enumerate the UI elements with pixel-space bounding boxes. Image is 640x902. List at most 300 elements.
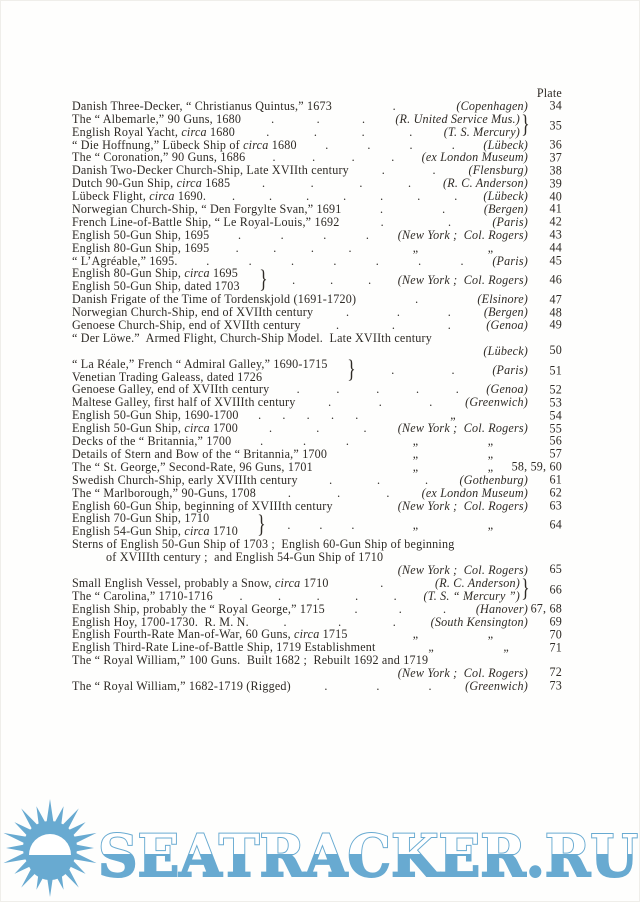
entry-lines bbox=[72, 680, 528, 693]
leader-dot: . bbox=[396, 305, 401, 320]
plate-number: 43 bbox=[549, 227, 562, 242]
italic-word: circa bbox=[274, 575, 301, 590]
leader-dots bbox=[213, 590, 424, 603]
plate-number: 44 bbox=[549, 240, 562, 255]
entry-lines bbox=[72, 100, 528, 113]
watermark bbox=[0, 795, 640, 902]
entry-location: (Elsinore) bbox=[477, 292, 528, 307]
entry-location: (New York ; Col. Rogers) bbox=[397, 666, 528, 681]
entry-text: English Hoy, 1700-1730. R. M. N. bbox=[72, 614, 249, 629]
leader-dot: . bbox=[323, 227, 327, 242]
entry-text: English 54-Gun Ship, circa 1710 bbox=[72, 524, 239, 539]
plate-number: 64 bbox=[549, 517, 562, 532]
plate-number: 57 bbox=[549, 446, 562, 461]
plate-column-header-row bbox=[72, 87, 562, 100]
leader-dot: . bbox=[266, 124, 270, 139]
ditto-mark: „ bbox=[412, 459, 419, 474]
leader-dot: . bbox=[428, 678, 432, 693]
plate-cell bbox=[528, 538, 562, 577]
entry-location: (South Kensington) bbox=[430, 614, 528, 629]
leader-dot: . bbox=[447, 305, 452, 320]
leader-dot: . bbox=[381, 163, 385, 178]
plate-entries bbox=[72, 100, 562, 693]
plate-entry bbox=[72, 332, 562, 358]
leader-dot: . bbox=[346, 305, 350, 320]
leader-dot: . bbox=[206, 253, 210, 268]
entry-location: (New York ; Col. Rogers) bbox=[397, 272, 528, 287]
entry-text: Norwegian Church-Ship, “ Den Forgylte Svan,” 1691 bbox=[72, 202, 342, 217]
entry-text: English 80-Gun Ship, 1695 bbox=[72, 240, 210, 255]
entry-line bbox=[72, 461, 528, 474]
leader-dot: . bbox=[392, 614, 396, 629]
leader-dot: . bbox=[310, 176, 314, 191]
leader-dot: . bbox=[330, 272, 334, 287]
entry-lines bbox=[72, 267, 258, 293]
leader-dot: . bbox=[348, 240, 352, 255]
plate-cell bbox=[528, 512, 562, 538]
leader-dot: . bbox=[351, 150, 355, 165]
leader-dot: . bbox=[409, 137, 413, 152]
plate-number: 42 bbox=[549, 214, 562, 229]
plate-number: 37 bbox=[549, 150, 562, 165]
plate-entry bbox=[72, 538, 562, 577]
ditto-mark: „ bbox=[487, 459, 494, 474]
entry-location: (Greenwich) bbox=[465, 395, 528, 410]
ditto-mark: „ bbox=[487, 240, 494, 255]
leader-dots bbox=[256, 487, 422, 500]
ditto-marks bbox=[378, 461, 528, 474]
plate-number: 48 bbox=[549, 305, 562, 320]
entry-location: (New York ; Col. Rogers) bbox=[397, 562, 528, 577]
watermark-text: SEATRACKER.RU bbox=[98, 822, 638, 890]
leader-dots bbox=[332, 100, 456, 113]
leader-dot: . bbox=[409, 124, 413, 139]
leader-dot: . bbox=[258, 408, 262, 423]
entry-lines bbox=[72, 461, 528, 474]
leader-dots bbox=[264, 519, 378, 532]
entry-text: The “ Royal William,” 1682-1719 (Rigged) bbox=[72, 678, 291, 693]
plate-number: 63 bbox=[549, 498, 562, 513]
plate-number: 51 bbox=[549, 363, 562, 378]
leader-dot: . bbox=[287, 517, 291, 532]
brace-icon: } bbox=[521, 111, 530, 139]
entry-line bbox=[72, 448, 528, 461]
leader-dots bbox=[325, 603, 476, 616]
entry-text: Sterns of English 50-Gun Ship of 1703 ; English 60-Gun Ship of beginning bbox=[72, 537, 455, 552]
italic-word: circa bbox=[149, 189, 175, 204]
leader-dot: . bbox=[377, 472, 381, 487]
entry-lines bbox=[72, 603, 528, 616]
plate-number: 66 bbox=[549, 582, 562, 597]
plate-entry bbox=[72, 603, 562, 616]
leader-dot: . bbox=[328, 395, 332, 410]
entry-location: (Lübeck) bbox=[483, 189, 528, 204]
entry-text: English Third-Rate Line-of-Battle Ship, 1719 Establishment bbox=[72, 640, 376, 655]
entry-location: (T. S. “ Mercury ”) bbox=[423, 588, 520, 603]
entry-text: English 80-Gun Ship, circa 1695 bbox=[72, 266, 239, 281]
ditto-mark: „ bbox=[428, 640, 434, 655]
leader-dot: . bbox=[415, 292, 419, 307]
entry-location: (New York ; Col. Rogers) bbox=[397, 421, 528, 436]
leader-dot: . bbox=[391, 318, 396, 333]
entry-line bbox=[72, 358, 346, 371]
leader-dots bbox=[301, 319, 487, 332]
entry-text: “ Der Löwe.” Armed Flight, Church-Ship Model. Late XVIIth century bbox=[72, 330, 433, 345]
entry-lines bbox=[72, 538, 528, 577]
entry-location: (T. S. Mercury) bbox=[443, 124, 520, 139]
plate-number: 72 bbox=[549, 664, 562, 679]
entry-line bbox=[72, 229, 528, 242]
leader-dot: . bbox=[336, 382, 340, 397]
ditto-mark: „ bbox=[503, 640, 509, 655]
entry-line bbox=[72, 332, 528, 345]
ditto-mark: „ bbox=[412, 627, 419, 642]
entry-text: The “ Coronation,” 90 Guns, 1686 bbox=[72, 150, 246, 165]
entry-location: (R. United Service Mus.) bbox=[395, 111, 520, 126]
entry-lines bbox=[72, 332, 528, 358]
leader-dot: . bbox=[442, 202, 446, 217]
plate-number: 36 bbox=[549, 137, 562, 152]
entry-text: Maltese Galley, first half of XVIIIth century bbox=[72, 395, 296, 410]
entry-text: English 50-Gun Ship, 1690-1700 bbox=[72, 408, 239, 423]
leader-dot: . bbox=[283, 614, 287, 629]
plate-number: 50 bbox=[549, 342, 562, 357]
entry-line bbox=[72, 603, 528, 616]
ditto-mark: „ bbox=[412, 240, 419, 255]
entry-text: The “ Albemarle,” 90 Guns, 1680 bbox=[72, 111, 242, 126]
leader-dot: . bbox=[424, 472, 429, 487]
leader-dot: . bbox=[391, 363, 395, 378]
leader-dot: . bbox=[316, 588, 320, 603]
entry-text: The “ Carolina,” 1710-1716 bbox=[72, 588, 213, 603]
entry-location: (Flensburg) bbox=[468, 163, 528, 178]
entry-location: (New York ; Col. Rogers) bbox=[397, 498, 528, 513]
entry-lines bbox=[72, 229, 528, 242]
entry-text: English 50-Gun Ship, 1695 bbox=[72, 227, 210, 242]
leader-dot: . bbox=[306, 408, 310, 423]
leader-dot: . bbox=[337, 485, 341, 500]
leader-dot: . bbox=[273, 240, 277, 255]
leader-dot: . bbox=[443, 601, 447, 616]
leader-dot: . bbox=[398, 601, 402, 616]
plate-cell bbox=[528, 358, 562, 384]
entry-text: Danish Three-Decker, “ Christianus Quintus,” 1673 bbox=[72, 98, 332, 113]
italic-word: circa bbox=[184, 524, 210, 539]
leader-dot: . bbox=[391, 150, 395, 165]
plate-number: 49 bbox=[549, 317, 562, 332]
plate-number: 34 bbox=[549, 98, 562, 113]
leader-dots bbox=[342, 203, 484, 216]
plate-cell bbox=[528, 113, 562, 139]
leader-dot: . bbox=[336, 318, 340, 333]
leader-dot: . bbox=[338, 614, 342, 629]
entry-lines bbox=[72, 512, 256, 538]
entry-location: (Bergen) bbox=[483, 305, 528, 320]
shared-line bbox=[264, 519, 528, 532]
ditto-marks bbox=[378, 519, 528, 532]
entry-location: (ex London Museum) bbox=[421, 485, 528, 500]
entry-location: (Lübeck) bbox=[483, 343, 528, 358]
entry-line bbox=[72, 216, 528, 229]
leader-dot: . bbox=[454, 189, 458, 204]
leader-dots bbox=[356, 293, 477, 306]
leader-dot: . bbox=[363, 421, 367, 436]
leader-dot: . bbox=[319, 517, 323, 532]
entry-lines bbox=[72, 216, 528, 229]
leader-dots bbox=[295, 396, 465, 409]
leader-dot: . bbox=[260, 434, 264, 449]
plate-number: 71 bbox=[549, 640, 562, 655]
ditto-mark: „ bbox=[487, 446, 494, 461]
leader-dot: . bbox=[447, 214, 452, 229]
leader-dot: . bbox=[306, 189, 310, 204]
italic-word: circa bbox=[294, 627, 320, 642]
leader-dots bbox=[339, 216, 492, 229]
leader-dot: . bbox=[238, 227, 242, 242]
leader-dot: . bbox=[296, 382, 300, 397]
ditto-mark: „ bbox=[412, 446, 419, 461]
leader-dot: . bbox=[361, 124, 365, 139]
leader-dot: . bbox=[282, 408, 286, 423]
leader-dots bbox=[209, 242, 378, 255]
leader-dot: . bbox=[280, 227, 284, 242]
entry-text: English 60-Gun Ship, beginning of XVIIIth century bbox=[72, 498, 333, 513]
entry-location: (Paris) bbox=[492, 253, 528, 268]
plate-number: 62 bbox=[549, 485, 562, 500]
entry-text: Genoese Church-Ship, end of XVIIth century bbox=[72, 318, 301, 333]
ditto-mark: „ bbox=[412, 517, 419, 532]
leader-dot: . bbox=[235, 240, 239, 255]
sun-sea-half bbox=[27, 857, 73, 880]
leader-dot: . bbox=[361, 111, 366, 126]
leader-dot: . bbox=[447, 318, 451, 333]
leader-dot: . bbox=[269, 421, 273, 436]
entry-text: Norwegian Church-Ship, end of XVIIth century bbox=[72, 305, 314, 320]
entry-location: (Hanover) bbox=[475, 601, 528, 616]
italic-word: circa bbox=[184, 421, 210, 436]
leader-dot: . bbox=[345, 434, 350, 449]
entry-location: (New York ; Col. Rogers) bbox=[397, 227, 528, 242]
leader-dots bbox=[269, 383, 486, 396]
entry-lines bbox=[72, 474, 528, 487]
entry-lines bbox=[72, 487, 528, 500]
entry-location: (Greenwich) bbox=[465, 678, 528, 693]
entry-text: Danish Two-Decker Church-Ship, Late XVIIth century bbox=[72, 163, 349, 178]
entry-location: (Gothenburg) bbox=[459, 472, 528, 487]
entry-text: English 70-Gun Ship, 1710 bbox=[72, 511, 210, 526]
plate-number: 47 bbox=[549, 292, 562, 307]
entry-text: Details of Stern and Bow of the “ Britannia,” 1700 bbox=[72, 446, 328, 461]
leader-dots bbox=[298, 474, 460, 487]
plate-entry bbox=[72, 216, 562, 229]
plate-entry bbox=[72, 654, 562, 680]
plate-number: 54 bbox=[549, 408, 562, 423]
leader-dot: . bbox=[365, 227, 370, 242]
leader-dot: . bbox=[316, 421, 320, 436]
plate-number: 67, 68 bbox=[530, 601, 562, 616]
leader-dot: . bbox=[329, 472, 333, 487]
leader-dots bbox=[230, 177, 443, 190]
plate-entry bbox=[72, 229, 562, 242]
entry-line bbox=[72, 203, 528, 216]
leader-dot: . bbox=[312, 150, 316, 165]
plate-cell bbox=[528, 577, 562, 603]
plate-cell bbox=[528, 319, 562, 332]
plate-cell bbox=[528, 100, 562, 113]
entry-lines bbox=[72, 654, 528, 680]
entry-text: Genoese Galley, end of XVIIth century bbox=[72, 382, 270, 397]
plate-cell bbox=[528, 332, 562, 358]
ditto-marks bbox=[378, 435, 528, 448]
leader-dots bbox=[241, 113, 395, 126]
entry-line bbox=[72, 590, 520, 603]
entry-lines bbox=[72, 448, 528, 461]
plate-column-header: Plate bbox=[536, 85, 562, 100]
leader-dot: . bbox=[359, 176, 363, 191]
entry-text: “ L’Agréable,” 1695. bbox=[72, 253, 178, 268]
ditto-mark: „ bbox=[487, 627, 494, 642]
leader-dot: . bbox=[316, 111, 320, 126]
plate-number: 73 bbox=[549, 678, 562, 693]
italic-word: circa bbox=[181, 124, 207, 139]
plate-number: 38 bbox=[549, 163, 562, 178]
leader-dot: . bbox=[455, 382, 459, 397]
entry-text: English Ship, probably the “ Royal George,” 1715 bbox=[72, 601, 325, 616]
leader-dot: . bbox=[333, 253, 337, 268]
leader-dots bbox=[291, 680, 465, 693]
leader-dot: . bbox=[415, 382, 420, 397]
leader-dot: . bbox=[325, 137, 329, 152]
brace-icon: } bbox=[346, 356, 356, 384]
plate-entry bbox=[72, 319, 562, 332]
leader-dot: . bbox=[386, 485, 390, 500]
ditto-mark: „ bbox=[487, 434, 494, 449]
leader-dot: . bbox=[278, 588, 282, 603]
entry-line bbox=[72, 100, 528, 113]
plate-cell bbox=[528, 654, 562, 680]
plate-entry bbox=[72, 358, 562, 384]
plate-entry bbox=[72, 113, 562, 139]
leader-dot: . bbox=[343, 189, 347, 204]
italic-word: circa bbox=[184, 266, 210, 281]
sun-over-sea-icon bbox=[3, 799, 96, 897]
leader-dot: . bbox=[418, 253, 422, 268]
entry-lines bbox=[72, 577, 520, 603]
entry-text: “ La Réale,” French “ Admiral Galley,” 1690-1715 bbox=[72, 356, 328, 371]
ditto-mark: „ bbox=[487, 517, 494, 532]
entry-location: (Lübeck) bbox=[483, 137, 528, 152]
leader-dot: . bbox=[287, 485, 292, 500]
plate-entry bbox=[72, 242, 562, 255]
leader-dot: . bbox=[375, 253, 379, 268]
shared-line bbox=[354, 364, 528, 377]
list-of-plates bbox=[72, 87, 562, 693]
entry-text: Small English Vessel, probably a Snow, circa 1710 bbox=[72, 575, 329, 590]
leader-dots bbox=[239, 409, 378, 422]
plate-entry bbox=[72, 680, 562, 693]
entry-lines bbox=[72, 319, 528, 332]
plate-entry bbox=[72, 448, 562, 461]
plate-entry bbox=[72, 512, 562, 538]
plate-entry bbox=[72, 577, 562, 603]
entry-lines bbox=[72, 242, 528, 255]
entry-text: The “ Marlborough,” 90-Guns, 1708 bbox=[72, 485, 256, 500]
entry-text: English 50-Gun Ship, dated 1703 bbox=[72, 279, 240, 294]
leader-dot: . bbox=[393, 588, 397, 603]
entry-location: (Genoa) bbox=[486, 382, 528, 397]
plate-entry bbox=[72, 487, 562, 500]
entry-location: (Paris) bbox=[492, 363, 528, 378]
entry-text: Venetian Trading Galeass, dated 1726 bbox=[72, 369, 263, 384]
leader-dot: . bbox=[376, 382, 380, 397]
entry-location: (Copenhagen) bbox=[456, 98, 528, 113]
entry-lines bbox=[72, 203, 528, 216]
leader-dot: . bbox=[290, 253, 295, 268]
entry-text: Dutch 90-Gun Ship, circa 1685 bbox=[72, 176, 231, 191]
plate-number: 69 bbox=[549, 614, 562, 629]
entry-line bbox=[72, 242, 528, 255]
leader-dot: . bbox=[239, 588, 243, 603]
leader-dot: . bbox=[429, 395, 433, 410]
plate-number: 58, 59, 60 bbox=[511, 459, 562, 474]
leader-dot: . bbox=[351, 517, 355, 532]
entry-line bbox=[72, 319, 528, 332]
plate-entry bbox=[72, 435, 562, 448]
plate-number: 53 bbox=[549, 395, 562, 410]
plate-number: 65 bbox=[549, 561, 562, 576]
leader-dot: . bbox=[380, 202, 384, 217]
plate-number: 55 bbox=[549, 421, 562, 436]
leader-dot: . bbox=[310, 240, 315, 255]
leader-dot: . bbox=[380, 189, 384, 204]
entry-location: (R. C. Anderson) bbox=[443, 176, 528, 191]
plate-number: 40 bbox=[549, 189, 562, 204]
ditto-marks bbox=[378, 242, 528, 255]
entry-line bbox=[72, 474, 528, 487]
leader-dot: . bbox=[330, 408, 335, 423]
ditto-mark: „ bbox=[412, 434, 419, 449]
plate-cell bbox=[528, 500, 562, 513]
leader-dot: . bbox=[354, 601, 358, 616]
leader-dot: . bbox=[272, 150, 276, 165]
plate-cell bbox=[528, 641, 562, 654]
leader-dot: . bbox=[380, 575, 384, 590]
entry-line bbox=[72, 487, 528, 500]
entry-text: Swedish Church-Ship, early XVIIIth century bbox=[72, 472, 298, 487]
header-spacer bbox=[72, 87, 528, 100]
plate-number: 45 bbox=[549, 253, 562, 268]
leader-dot: . bbox=[355, 408, 359, 423]
leader-dots bbox=[354, 364, 493, 377]
entry-line bbox=[72, 126, 520, 139]
entry-lines bbox=[72, 113, 520, 139]
leader-dot: . bbox=[313, 124, 318, 139]
entry-location: (Paris) bbox=[492, 214, 528, 229]
leader-dot: . bbox=[376, 678, 380, 693]
entry-text: The “ Royal William,” 100 Guns. Built 1682 ; Rebuilt 1692 and 1719 bbox=[72, 653, 429, 668]
entry-lines bbox=[72, 435, 528, 448]
leader-dot: . bbox=[417, 189, 421, 204]
entry-location: (ex London Museum) bbox=[421, 150, 528, 165]
brace-icon: } bbox=[521, 575, 530, 603]
leader-dot: . bbox=[380, 214, 384, 229]
plate-number: 39 bbox=[549, 176, 562, 191]
leader-dot: . bbox=[261, 176, 266, 191]
entry-text: English Fourth-Rate Man-of-War, 60 Guns, circa 1715 bbox=[72, 627, 348, 642]
leader-dot: . bbox=[368, 272, 372, 287]
entry-line bbox=[72, 345, 528, 358]
leader-dots bbox=[329, 577, 435, 590]
